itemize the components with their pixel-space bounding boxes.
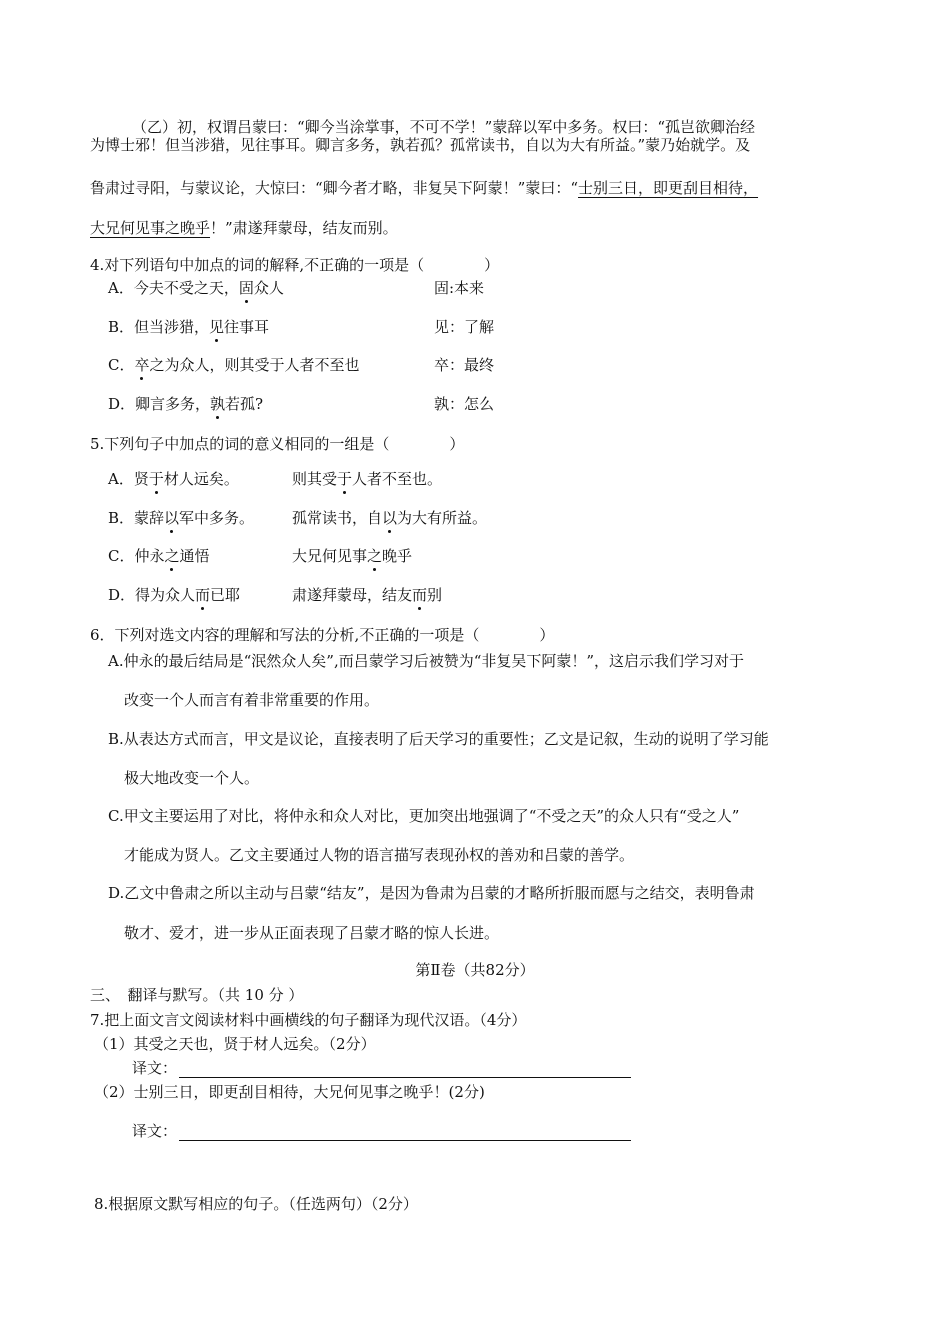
q5-c-right-dotted-word: 之 bbox=[367, 547, 383, 565]
q5-b-left-post: 军中多务。 bbox=[179, 509, 255, 527]
q4-option-b-post: 往事耳 bbox=[224, 318, 270, 336]
q4-option-c-gloss: 卒：最终 bbox=[434, 356, 495, 374]
q5-option-d-left bbox=[108, 585, 240, 605]
q4-option-c-post: 之为众人，则其受于人者不至也 bbox=[149, 356, 360, 374]
q4-option-d-dotted-word: 孰 bbox=[210, 395, 226, 413]
q7-sentence-1: （1）其受之天也，贤于材人远矣。（2分） bbox=[94, 1035, 376, 1053]
q8-stem: 8.根据原文默写相应的句子。（任选两句）（2分） bbox=[94, 1195, 418, 1213]
q5-a-left-dotted-word: 于 bbox=[148, 470, 164, 488]
section-title: 第Ⅱ卷（共82分） bbox=[415, 961, 535, 979]
q7-stem: 7.把上面文言文阅读材料中画横线的句子翻译为现代汉语。（4分） bbox=[90, 1011, 527, 1029]
q5-a-left-pre: A．贤 bbox=[108, 470, 149, 488]
q5-c-right-pre: 大兄何见事 bbox=[292, 547, 368, 565]
q4-option-d-post: 若孤? bbox=[225, 395, 264, 413]
q5-d-left-post: 已耶 bbox=[210, 586, 241, 604]
passage-line-4 bbox=[90, 218, 398, 238]
q5-a-right-post: 人者不至也。 bbox=[352, 470, 443, 488]
underlined-sentence-part2: 大兄何见事之晚乎 bbox=[90, 219, 211, 237]
q5-option-a-left bbox=[108, 469, 239, 489]
q5-a-left-post: 材人远矣。 bbox=[163, 470, 239, 488]
q4-option-a-post: 众人 bbox=[253, 279, 284, 297]
q5-c-left-post: 通悟 bbox=[179, 547, 210, 565]
q7-answer-1-row bbox=[132, 1058, 631, 1078]
q4-stem: 4.对下列语句中加点的词的解释,不正确的一项是（ ） bbox=[90, 256, 500, 274]
q5-option-d-right bbox=[292, 585, 442, 605]
q6-option-c-line1: C.甲文主要运用了对比，将仲永和众人对比，更加突出地强调了“不受之天”的众人只有“受之人” bbox=[108, 807, 740, 825]
q5-d-left-dotted-word: 而 bbox=[195, 586, 211, 604]
passage-line-4-text: ！”肃遂拜蒙母，结友而别。 bbox=[210, 219, 398, 237]
q7-answer-2-label: 译文： bbox=[132, 1122, 178, 1140]
q5-option-c-right bbox=[292, 546, 412, 566]
q4-option-a-pre: A．今夫不受之天， bbox=[108, 279, 239, 297]
q4-option-c-dotted-word: 卒 bbox=[134, 356, 150, 374]
passage-line-3-text: 鲁肃过寻阳，与蒙议论，大惊曰：“卿今者才略，非复吴下阿蒙！”蒙曰：“ bbox=[90, 179, 579, 197]
q4-option-a bbox=[108, 278, 284, 298]
q5-a-right-pre: 则其受 bbox=[292, 470, 338, 488]
q7-sentence-2: （2）士别三日，即更刮目相待，大兄何见事之晚乎！(2分) bbox=[94, 1083, 485, 1101]
q4-option-b-pre: B．但当涉猎， bbox=[108, 318, 210, 336]
underlined-sentence-part1: 士别三日，即更刮目相待， bbox=[578, 179, 759, 197]
q5-stem: 5.下列句子中加点的词的意义相同的一组是（ ） bbox=[90, 435, 465, 453]
q6-option-d-line1: D.乙文中鲁肃之所以主动与吕蒙“结友”，是因为鲁肃为吕蒙的才略所折服而愿与之结交，表明鲁肃 bbox=[108, 884, 755, 902]
q5-option-a-right bbox=[292, 469, 442, 489]
q4-option-a-gloss: 固:本来 bbox=[434, 279, 485, 297]
q5-b-left-pre: B．蒙辞 bbox=[108, 509, 165, 527]
passage-line-1: （乙）初，权谓吕蒙曰：“卿今当涂掌事，不可不学！”蒙辞以军中多务。权曰：“孤岂欲卿治经 bbox=[132, 118, 756, 136]
q5-b-right-dotted-word: 以 bbox=[382, 509, 398, 527]
q5-a-right-dotted-word: 于 bbox=[337, 470, 353, 488]
q6-stem: 6．下列对选文内容的理解和写法的分析,不正确的一项是（ ） bbox=[90, 626, 555, 644]
q5-option-b-left bbox=[108, 508, 254, 528]
q7-answer-2-blank[interactable] bbox=[179, 1124, 631, 1141]
q6-option-a-line2: 改变一个人而言有着非常重要的作用。 bbox=[124, 691, 380, 709]
q6-option-b-line2: 极大地改变一个人。 bbox=[124, 769, 260, 787]
q5-c-left-dotted-word: 之 bbox=[164, 547, 180, 565]
q4-option-d bbox=[108, 394, 263, 414]
q7-answer-2-row bbox=[132, 1121, 631, 1141]
q5-b-right-pre: 孤常读书，自 bbox=[292, 509, 383, 527]
q6-option-b-line1: B.从表达方式而言，甲文是议论，直接表明了后天学习的重要性；乙文是记叙，生动的说明了学习能 bbox=[108, 730, 769, 748]
q4-option-d-pre: D．卿言多务， bbox=[108, 395, 211, 413]
q4-option-b-dotted-word: 见 bbox=[209, 318, 225, 336]
q4-option-a-dotted-word: 固 bbox=[238, 279, 254, 297]
q6-option-d-line2: 敬才、爱才，进一步从正面表现了吕蒙才略的惊人长进。 bbox=[124, 924, 500, 942]
q4-option-b bbox=[108, 317, 269, 337]
q4-option-c-pre: C． bbox=[108, 356, 135, 374]
q6-option-a-line1: A.仲永的最后结局是“泯然众人矣”,而吕蒙学习后被赞为“非复吴下阿蒙！”，这启示我们学习对于 bbox=[108, 652, 745, 670]
q5-d-right-pre: 肃遂拜蒙母，结友 bbox=[292, 586, 413, 604]
q5-d-right-dotted-word: 而 bbox=[412, 586, 428, 604]
q5-option-b-right bbox=[292, 508, 487, 528]
passage-line-2 bbox=[90, 135, 750, 155]
q5-d-left-pre: D．得为众人 bbox=[108, 586, 196, 604]
q7-answer-1-label: 译文： bbox=[132, 1059, 178, 1077]
q5-option-c-left bbox=[108, 546, 210, 566]
q5-c-left-pre: C．仲永 bbox=[108, 547, 165, 565]
q5-d-right-post: 别 bbox=[427, 586, 443, 604]
q4-option-b-gloss: 见：了解 bbox=[434, 318, 495, 336]
q4-option-d-gloss: 孰：怎么 bbox=[434, 395, 495, 413]
section-heading: 三、 翻译与默写。（共 10 分 ） bbox=[90, 986, 304, 1004]
q5-b-right-post: 为大有所益。 bbox=[397, 509, 488, 527]
q5-b-left-dotted-word: 以 bbox=[164, 509, 180, 527]
q6-option-c-line2: 才能成为贤人。乙文主要通过人物的语言描写表现孙权的善劝和吕蒙的善学。 bbox=[124, 846, 635, 864]
passage-line-2-text: 为博士邪！但当涉猎，见往事耳。卿言多务，孰若孤？孤常读书，自以为大有所益。”蒙乃始就学。及 bbox=[90, 136, 751, 154]
q5-c-right-post: 晚乎 bbox=[382, 547, 413, 565]
passage-line-3 bbox=[90, 178, 758, 198]
q4-option-c bbox=[108, 355, 360, 375]
q7-answer-1-blank[interactable] bbox=[179, 1061, 631, 1078]
